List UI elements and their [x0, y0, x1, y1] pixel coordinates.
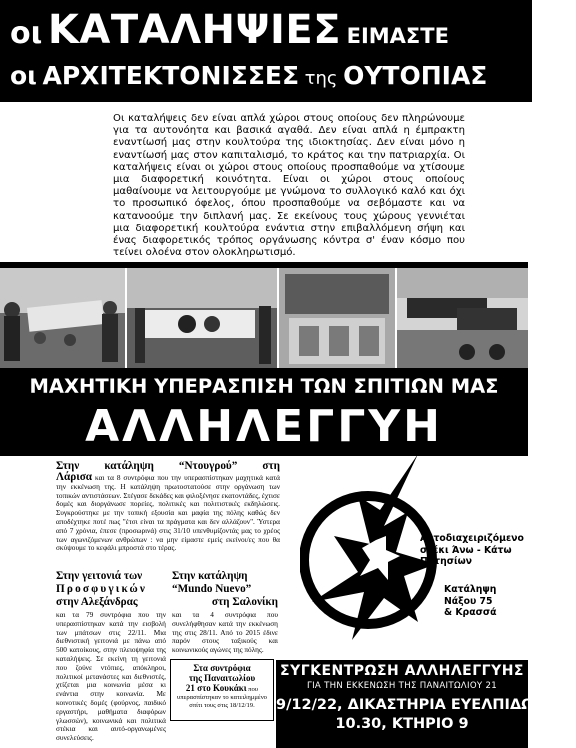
header-word-eimaste: ΕΙΜΑΣΤΕ: [346, 24, 449, 48]
panaitolio-line-3: 21 στο Κουκάκι: [185, 683, 247, 693]
signatory-2-line-3: & Κρασσά: [444, 607, 497, 618]
larisa-heading-2: Λάρισα: [56, 471, 93, 483]
saloniki-section: [172, 570, 278, 655]
banner-line-1: ΜΑΧΗΤΙΚΗ ΥΠΕΡΑΣΠΙΣΗ ΤΩΝ ΣΠΙΤΙΩΝ ΜΑΣ: [29, 375, 499, 398]
header-word-oi: οι: [10, 16, 43, 51]
header-word-architektonisses: ΑΡΧΙΤΕΚΤΟΝΙΣΣΕΣ: [42, 61, 300, 90]
header-word-oi-2: οι: [10, 61, 37, 90]
alexandra-section: [56, 570, 166, 743]
protest-photo-3: [279, 268, 395, 368]
protest-photo-2: [127, 268, 277, 368]
header-word-tis: της: [304, 68, 338, 89]
header-word-outopias: ΟΥΤΟΠΙΑΣ: [343, 61, 488, 90]
signatory-group-2: [444, 584, 524, 619]
header-word-katalipsies: ΚΑΤΑΛΗΨΙΕΣ: [47, 7, 342, 53]
signatory-group-1: Αυτοδιαχειριζόμενο στέκι Άνω - Κάτω Πατησίων: [420, 533, 524, 567]
signatory-2-line-1: Κατάληψη: [444, 584, 497, 595]
anarchist-emblem-icon: [300, 452, 440, 660]
larisa-heading-1: Στην κατάληψη “Ντουγρού” στη: [56, 460, 280, 472]
header-line-2: [10, 56, 487, 99]
saloniki-heading-3: στη Σαλονίκη: [211, 596, 278, 608]
panaitolio-line-3-wrap: [175, 683, 269, 710]
panaitolio-line-2: της Παναιτωλίου: [188, 673, 256, 683]
event-block: [276, 660, 546, 748]
larisa-text: και τα 8 συντρόφια που την υπερασπίστηκαν μαχητικά κατά την εκκένωση της. Η κατάληψη πρωτοστατούσε στην οργάνωση των τοπικών αντιστάσεων. Στέγασε δεκάδες και φιλοξένησε εκατοντάδες, έχτισε δομές και διοργάνωσε πορείες, πολιτικές και πολιτιστικές εκδηλώσεις. Συγκρούστηκε με την τοπική εξουσία και μαφία της πόλης καθώς δεν αποδέχτηκε ποτέ πως "έτσι είναι τα πράγματα και δεν αλλάζουν". Ύστερα από 7 χρόνια, έπεσε (προσωρινά) στις 31/10 υπενθυμίζοντάς μας το χρέος των αγωνιζόμενων ανθρώπων : να μην είμαστε εμείς εκείνοι/ες που θα σκύψουμε το κεφάλι μπροστά στο τέρας.: [56, 473, 281, 553]
protest-photo-4: [397, 268, 528, 368]
panaitolio-rest: που υπερασπίστηκαν το κατειλημμένο σπίτι τους στις 18/12/19.: [177, 686, 267, 709]
panaitolio-box: [170, 659, 274, 721]
signatory-2-line-2: Νάξου 75: [444, 595, 493, 607]
alexandra-heading-1: Στην γειτονιά των: [56, 570, 143, 582]
alexandra-heading-2: Προσφυγικών: [56, 583, 148, 595]
intro-paragraph: Οι καταλήψεις δεν είναι απλά χώροι στους οποίους δεν πληρώνουμε για τα αυτονόητα και βασικά αγαθά. Δεν είναι απλά η έμπρακτη εναντίωσή μας στην κουλτούρα της ιδιοκτησίας. Δεν είναι μόνο η εναντίωσή μας στον καπιταλισμό, το κράτος και την πατριαρχία. Οι καταλήψεις είναι οι χώροι στους οποίους προσπαθούμε να χτίσουμε μια διαφορετική κοινότητα. Είναι οι χώροι στους οποίους μαθαίνουμε να λειτουργούμε με γνώμονα το συλλογικό καλό και όχι το προσωπικό όφελος, όπου προσπαθούμε να σεβόμαστε και να κατανοούμε την διπλανή μας. Σε εκείνους τους χώρους γεννιέται μια διαφορετική κουλτούρα ενάντια στην επιβαλλόμενη σήψη και ένας διαφορετικός τρόπος οργάνωσης κόντρα σ' έναν κόσμο που τείνει ολοένα στον ολοκληρωτισμό.: [113, 113, 465, 259]
protest-photo-1: [0, 268, 125, 368]
panaitolio-line-1: Στα συντρόφια: [193, 663, 251, 673]
alexandra-heading-3: στην Αλεξάνδρας: [56, 596, 138, 608]
banner-line-2: ΑΛΛΗΛΕΓΓΥΗ: [85, 401, 443, 452]
event-date-place: 9/12/22, ΔΙΚΑΣΤΗΡΙΑ ΕΥΕΛΠΙΔΩΝ: [276, 697, 546, 713]
solidarity-banner: [0, 368, 528, 456]
saloniki-body: και τα 4 συντρόφια που συνελήφθησαν κατά την εκκένωση της στις 28/11. Από το 2015 έδινε παρόν στους ταξικούς και κοινωνικούς αγώνες της πόλης.: [172, 610, 278, 655]
larisa-body: [56, 473, 280, 553]
larisa-section: [56, 460, 280, 553]
event-title: ΣΥΓΚΕΝΤΡΩΣΗ ΑΛΛΗΛΕΓΓΥΗΣ: [280, 663, 524, 679]
header-line-1: [10, 4, 449, 64]
event-subtitle: ΓΙΑ ΤΗΝ ΕΚΚΕΝΩΣΗ ΤΗΣ ΠΑΝΑΙΤΩΛΙΟΥ 21: [306, 681, 498, 691]
alexandra-body: και τα 79 συντρόφια που την υπερασπίστηκαν κατά την εισβολή των μπάτσων στις 22/11. Μια διεθνιστική γειτονιά με πάνω από 500 κατοίκους, στην πλειοψηφία της καταλήψεις. Σε εκείνη τη γειτονιά που ζούνε ντόπιες, απόκληροι, πολιτικοί μετανάστες και διεθνιστές, χτίζεται μια κοινωνία μέσα κι ενάντια στην κοινωνία. Με κοινοτικές δομές (φούρνος, παιδικό εργαστήρι, μαθήματα διαφόρων γλωσσών), κοινωνικά και πολιτικά στέκια και αυτό-οργανωμένες συνελεύσεις.: [56, 610, 166, 743]
saloniki-heading-2: “Mundo Nuevo”: [172, 583, 252, 595]
event-time-building: 10.30, ΚΤΗΡΙΟ 9: [335, 716, 469, 732]
saloniki-heading-1: Στην κατάληψη: [172, 570, 248, 582]
header-banner: [0, 0, 532, 102]
